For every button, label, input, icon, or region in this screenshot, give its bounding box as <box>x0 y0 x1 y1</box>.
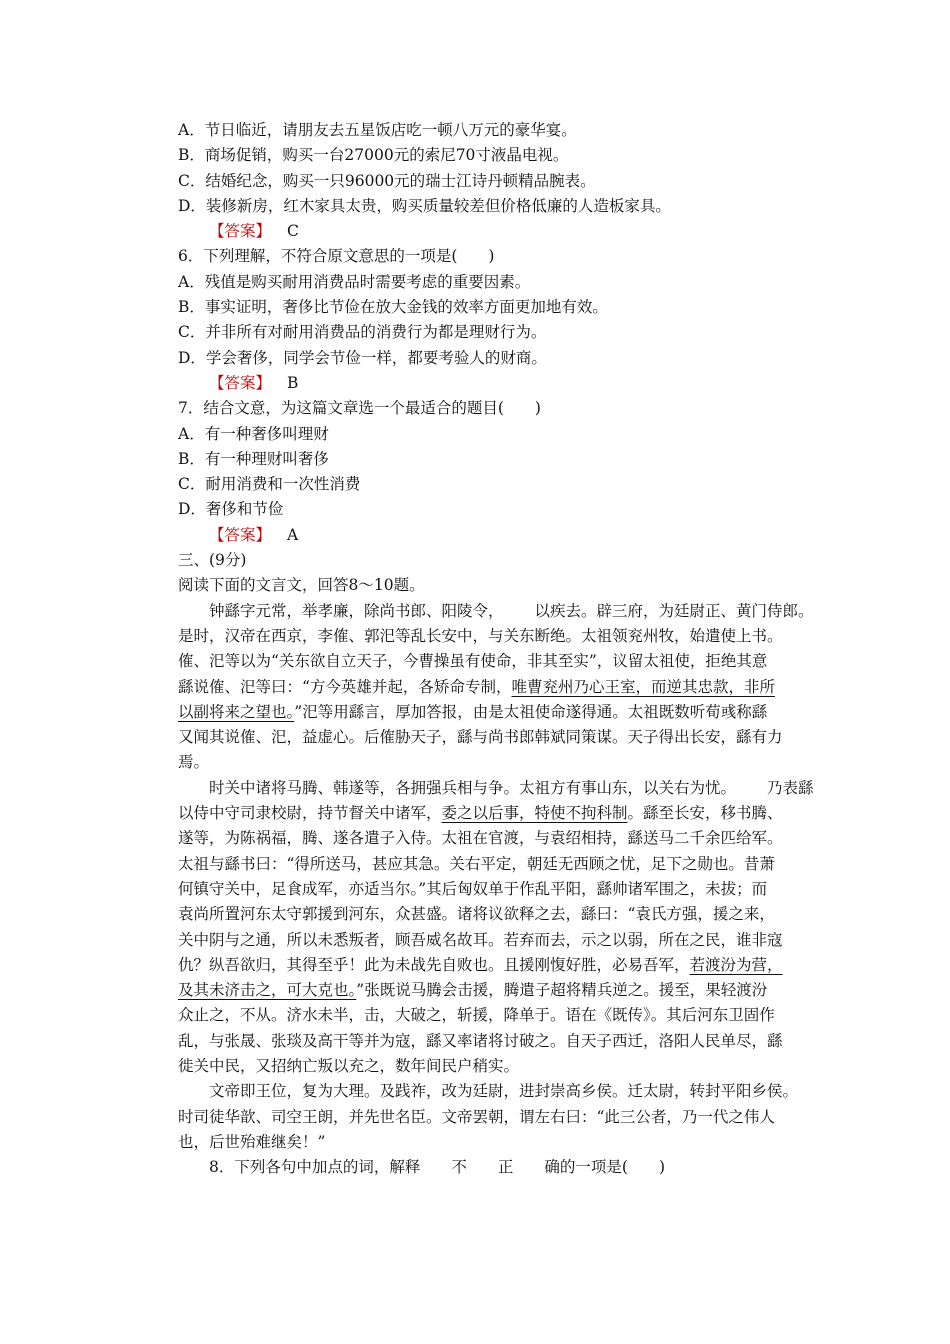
q6-option-c: C．并非所有对耐用消费品的消费行为都是理财行为。 <box>178 323 547 342</box>
passage-line: 众止之，不从。济水未半，击，大破之，斩援，降单于。语在《既传》。其后河东卫固作 <box>178 1006 775 1025</box>
passage-line <box>178 700 818 725</box>
q7-option-d: D．奢侈和节俭 <box>178 500 284 519</box>
passage-line: 何镇守关中，足食成军，亦适当尔。”其后匈奴单于作乱平阳，繇帅诸军围之，未拔；而 <box>178 879 768 898</box>
passage-line <box>178 978 818 1003</box>
passage-line <box>178 776 818 801</box>
q5-option-a: A．节日临近，请朋友去五星饭店吃一顿八万元的豪华宴。 <box>178 121 577 139</box>
q6-stem: 6．下列理解，不符合原文意思的一项是( ) <box>178 247 495 266</box>
passage-line: 又闻其说傕、汜，益虚心。后傕胁天子，繇与尚书郎韩斌同策谋。天子得出长安，繇有力 <box>178 728 783 747</box>
answer-value: A <box>287 525 299 544</box>
q7-option-b: B．有一种理财叫奢侈 <box>178 449 329 468</box>
answer-label: 【答案】 <box>209 525 272 544</box>
document-content <box>178 118 818 1180</box>
passage-line <box>178 953 818 978</box>
text-run: 。繇至长安，移书腾、 <box>627 804 783 823</box>
passage-line: 徙关中民，又招纳亡叛以充之，数年间民户稍实。 <box>178 1056 520 1075</box>
underlined-sentence: 以副将来之望也。 <box>178 702 295 721</box>
passage-line: 时司徒华歆、司空王朗，并先世名臣。文帝罢朝，谓左右曰：“此三公者，乃一代之伟人 <box>178 1107 775 1126</box>
q7-answer <box>178 523 818 548</box>
section-heading: 三、(9分) <box>178 551 247 570</box>
passage-line: 傕、汜等以为“关东欲自立天子，今曹操虽有使命，非其至实”，议留太祖使，拒绝其意 <box>178 652 768 671</box>
text-run: 8．下列各句中加点的词，解释 <box>209 1158 421 1177</box>
q8-stem <box>178 1155 818 1180</box>
dotted-word: 以 <box>504 599 551 624</box>
q6-answer <box>178 371 818 396</box>
passage-line <box>178 801 818 826</box>
text-run: ”汜等用繇言，厚加答报，由是太祖使命遂得通。太祖既数听荀彧称繇 <box>294 702 768 721</box>
underlined-sentence: 若渡汾为营， <box>689 955 783 974</box>
passage-line: 袁尚所置河东太守郭援到河东，众甚盛。诸将议欲释之去，繇曰：“袁氏方强，援之来， <box>178 905 775 924</box>
passage-line: 乱，与张晟、张琰及高干等并为寇，繇又率诸将讨破之。自天子西迁，洛阳人民单尽，繇 <box>178 1031 783 1050</box>
q5-option-d: D．装修新房，红木家具太贵，购买质量较差但价格低廉的人造板家具。 <box>178 196 671 215</box>
q5-answer <box>178 219 818 244</box>
text-run: 命专制， <box>449 677 512 696</box>
text-run: 表繇 <box>782 778 814 797</box>
q7-stem: 7．结合文意，为这篇文章选一个最适合的题目( ) <box>178 399 541 418</box>
q6-option-d: D．学会奢侈，同学会节俭一样，都要考验人的财商。 <box>178 348 547 367</box>
text-run: ”张既说马腾会击援，腾遣子超将精兵逆之。援至，果轻渡汾 <box>356 981 768 1000</box>
text-run: 疾去。辟三府，为廷尉正、黄门侍郎。 <box>550 601 814 620</box>
passage-line: 焉。 <box>178 753 210 772</box>
answer-label: 【答案】 <box>209 373 272 392</box>
q7-option-c: C．耐用消费和一次性消费 <box>178 475 361 494</box>
answer-label: 【答案】 <box>209 222 272 241</box>
text-run: 钟繇字元常，举孝廉，除尚书郎、阳陵令， <box>209 601 504 620</box>
underlined-sentence: 唯曹兖州乃心王室，而逆其忠款，非所 <box>511 677 775 696</box>
text-run: 繇说傕、汜等曰：“方今英雄并起，各 <box>178 677 434 696</box>
dotted-word: 矫 <box>434 675 450 700</box>
dotted-word <box>420 1158 560 1176</box>
dotted-char: 不 <box>420 1155 467 1180</box>
q7-option-a: A．有一种奢侈叫理财 <box>178 424 329 443</box>
text-run: 的一项是( ) <box>559 1158 666 1177</box>
q6-option-a: A．残值是购买耐用消费品时需要考虑的重要因素。 <box>178 272 531 291</box>
text-run: 以侍中守司隶校尉，持节督关中诸军， <box>178 804 442 823</box>
underlined-sentence: 委之以后事，特使不拘科制 <box>441 804 628 823</box>
passage-line: 文帝即王位，复为大理。及践祚，改为廷尉，进封崇高乡侯。迁太尉，转封平阳乡侯。 <box>209 1082 799 1101</box>
text-run: 时关中诸将马腾、韩遂等，各拥强兵相与争。太祖方有事山东，以关右为忧。 <box>209 778 737 797</box>
section-instruction: 阅读下面的文言文，回答8～10题。 <box>178 576 425 595</box>
text-run: 是时，汉帝在西京，李傕、郭汜等乱长安中，与关东断绝。太祖领兖州牧，始 <box>178 626 706 645</box>
passage-line <box>178 624 818 649</box>
dotted-word: 乃 <box>736 776 783 801</box>
text-run: 仇？纵吾欲归，其得至乎！此为未战先自败也。且援刚愎好胜，必易吾军， <box>178 955 690 974</box>
q6-option-b: B．事实证明，奢侈比节俭在放大金钱的效率方面更加地有效。 <box>178 298 608 317</box>
passage-line: 也，后世殆难继矣！” <box>178 1132 326 1151</box>
dotted-char: 正 <box>467 1155 514 1180</box>
passage-line: 遂等，为陈祸福，腾、遂各遣子入侍。太祖在官渡，与袁绍相持，繇送马二千余匹给军。 <box>178 829 783 848</box>
dotted-word: 遣 <box>705 624 721 649</box>
passage-line <box>178 675 818 700</box>
q5-option-b: B．商场促销，购买一台27000元的索尼70寸液晶电视。 <box>178 146 569 165</box>
answer-value: C <box>287 222 299 241</box>
passage-line: 关中阴与之通，所以未悉叛者，顾吾威名故耳。若弃而去，示之以弱，所在之民，谁非寇 <box>178 930 783 949</box>
underlined-sentence: 及其未济击之，可大克也。 <box>178 981 357 1000</box>
q5-option-c: C．结婚纪念，购买一只96000元的瑞士江诗丹顿精品腕表。 <box>178 171 596 190</box>
passage-line: 太祖与繇书曰：“得所送马，甚应其急。关右平定，朝廷无西顾之忧，足下之勋也。昔萧 <box>178 854 775 873</box>
passage-line <box>178 599 818 624</box>
dotted-char: 确 <box>513 1155 560 1180</box>
text-run: 使上书。 <box>720 626 783 645</box>
answer-value: B <box>287 373 299 392</box>
